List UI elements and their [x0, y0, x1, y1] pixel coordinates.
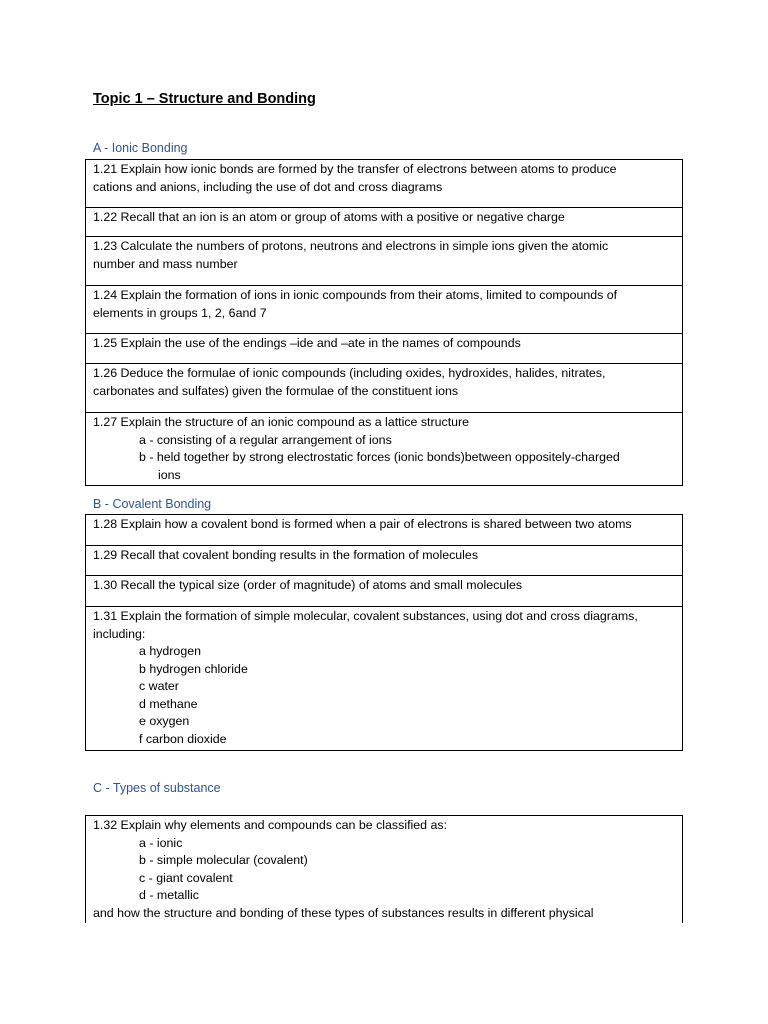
- spec-text-line: 1.27 Explain the structure of an ionic compound as a lattice structure: [93, 415, 470, 429]
- spec-subitem: a - ionic: [139, 835, 183, 850]
- spec-text-line: carbonates and sulfates) given the formulae of the constituent ions: [93, 383, 459, 398]
- section-heading-covalent-bonding: B - Covalent Bonding: [93, 497, 212, 511]
- spec-subitem: f carbon dioxide: [139, 731, 227, 746]
- section-heading-ionic-bonding: A - Ionic Bonding: [93, 141, 188, 155]
- spec-item-1-32: [85, 815, 683, 923]
- spec-item-1-26: [85, 363, 683, 413]
- spec-subitem: b hydrogen chloride: [139, 661, 248, 676]
- spec-item-1-22: [85, 207, 683, 237]
- page-title: Topic 1 – Structure and Bonding: [93, 91, 316, 107]
- spec-subitem: d - metallic: [139, 888, 199, 902]
- spec-text-line: cations and anions, including the use of dot and cross diagrams: [93, 179, 443, 194]
- spec-subitem: a - consisting of a regular arrangement of ions: [139, 432, 392, 447]
- spec-subitem: a hydrogen: [139, 644, 202, 658]
- spec-text-line: 1.32 Explain why elements and compounds can be classified as:: [93, 818, 448, 832]
- spec-text-line: and how the structure and bonding of these types of substances results in different physical: [93, 905, 594, 920]
- spec-text-line: 1.30 Recall the typical size (order of magnitude) of atoms and small molecules: [93, 578, 523, 592]
- section-heading-types-of-substance: C - Types of substance: [93, 781, 221, 795]
- spec-item-1-25: [85, 333, 683, 364]
- spec-text-line: number and mass number: [93, 256, 238, 271]
- spec-subitem: c - giant covalent: [139, 870, 233, 885]
- spec-subitem: d methane: [139, 696, 198, 711]
- spec-item-1-28: [85, 514, 683, 546]
- spec-text-line: 1.25 Explain the use of the endings –ide and –ate in the names of compounds: [93, 336, 521, 350]
- spec-item-1-21: [85, 159, 683, 208]
- spec-text-line: elements in groups 1, 2, 6and 7: [93, 305, 267, 320]
- spec-item-1-31: [85, 606, 683, 751]
- spec-item-1-30: [85, 575, 683, 607]
- spec-subitem-continuation: ions: [158, 467, 181, 482]
- spec-item-1-29: [85, 545, 683, 576]
- spec-text-line: 1.31 Explain the formation of simple molecular, covalent substances, using dot and cross diagrams,: [93, 609, 638, 623]
- spec-text-line: 1.29 Recall that covalent bonding results in the formation of molecules: [93, 548, 479, 562]
- spec-item-1-27: [85, 412, 683, 486]
- spec-subitem: e oxygen: [139, 714, 190, 728]
- spec-item-1-24: [85, 285, 683, 334]
- spec-text-line: 1.28 Explain how a covalent bond is formed when a pair of electrons is shared between two atoms: [93, 517, 632, 531]
- spec-text-line: 1.21 Explain how ionic bonds are formed by the transfer of electrons between atoms to produce: [93, 162, 617, 176]
- spec-text-line: 1.22 Recall that an ion is an atom or group of atoms with a positive or negative charge: [93, 210, 565, 224]
- spec-subitem: c water: [139, 679, 179, 693]
- spec-text-line: 1.23 Calculate the numbers of protons, neutrons and electrons in simple ions given the atomic: [93, 239, 609, 253]
- spec-subitem: b - simple molecular (covalent): [139, 853, 308, 867]
- spec-text-line: 1.24 Explain the formation of ions in ionic compounds from their atoms, limited to compounds of: [93, 288, 618, 302]
- spec-text-line: 1.26 Deduce the formulae of ionic compounds (including oxides, hydroxides, halides, nitrates,: [93, 366, 606, 380]
- spec-item-1-23: [85, 236, 683, 286]
- spec-text-line: including:: [93, 626, 146, 641]
- spec-subitem: b - held together by strong electrostatic forces (ionic bonds)between oppositely-charged: [139, 450, 620, 464]
